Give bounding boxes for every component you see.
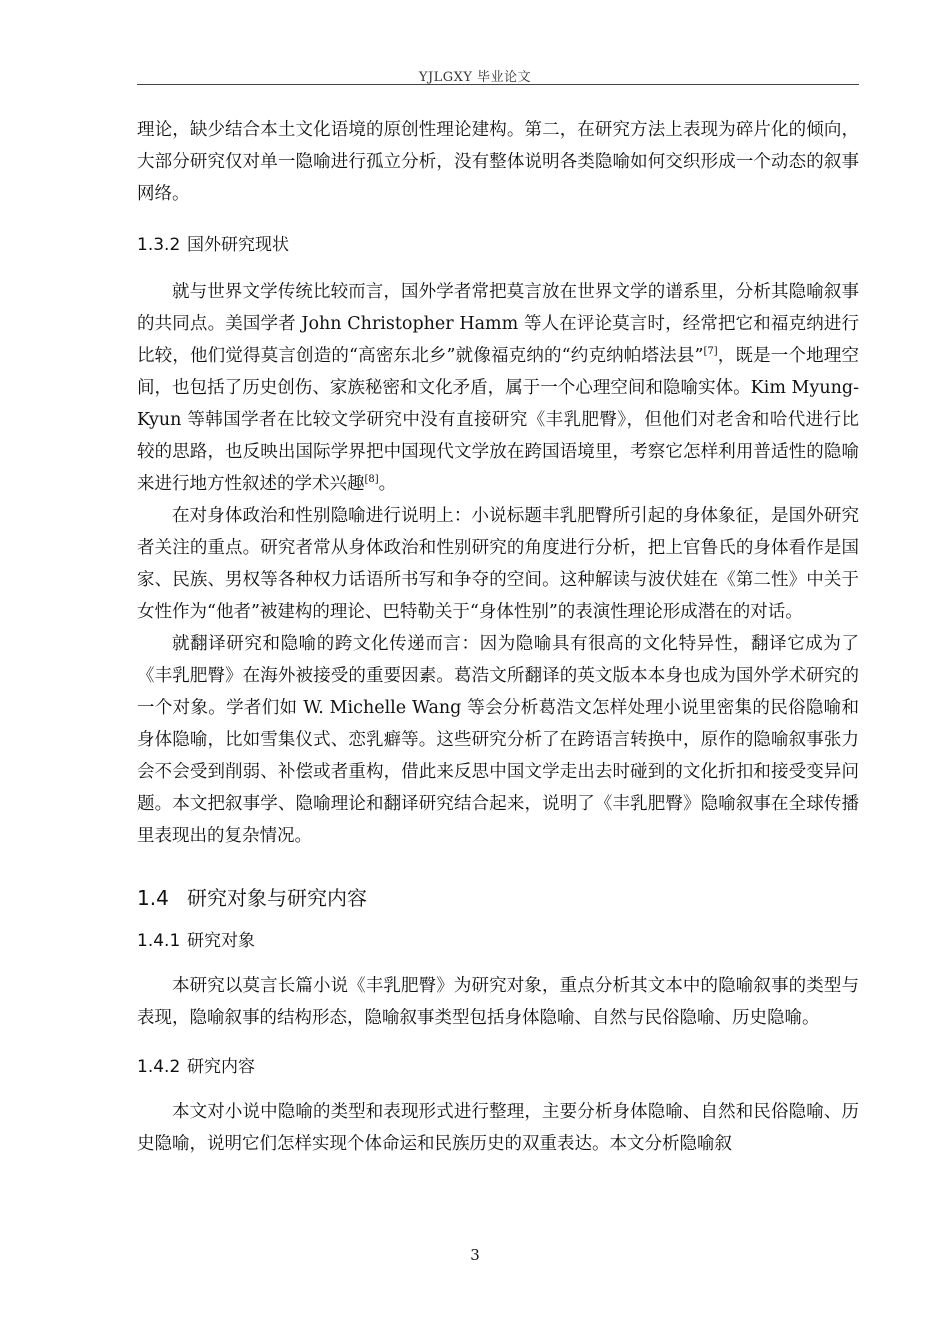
section-title: 国外研究现状: [187, 235, 289, 255]
header-rule: [137, 84, 859, 85]
paragraph-text: ，既是一个地理空间，也包括了历史创伤、家族秘密和文化矛盾，属于一个心理空间和隐喻实体。Kim Myung-Kyun 等韩国学者在比较文学研究中没有直接研究《丰乳肥臀》，但他们对老舍和哈代进行比较的思路，也反映出国际学界把中国现代文学放在跨国语境里，考察它怎样利用普适性的隐喻来进行地方性叙述的学术兴趣: [137, 346, 859, 494]
section-heading-1-4-2: [137, 1052, 859, 1082]
paragraph-research-content: 本文对小说中隐喻的类型和表现形式进行整理，主要分析身体隐喻、自然和民俗隐喻、历史隐喻，说明它们怎样实现个体命运和民族历史的双重表达。本文分析隐喻叙: [137, 1102, 859, 1154]
section-title: 研究对象与研究内容: [187, 886, 367, 910]
section-number: 1.4: [137, 886, 169, 910]
paragraph-world-literature: [137, 276, 859, 500]
section-heading-1-4: [137, 882, 859, 914]
section-number: 1.4.2: [137, 1057, 181, 1077]
citation-7: [7]: [703, 346, 718, 357]
paragraph-text: 就与世界文学传统比较而言，国外学者常把莫言放在世界文学的谱系里，分析其隐喻叙事的共同点。美国学者 John Christopher Hamm 等人在评论莫言时，经常把它和福克纳进行比较，他们觉得莫言创造的“高密东北乡”就像福克纳的“约克纳帕塔法县”: [137, 282, 859, 366]
section-heading-1-4-1: [137, 926, 859, 956]
page-body: [137, 114, 859, 1160]
page-number: 3: [470, 1246, 480, 1264]
citation-8: [8]: [364, 474, 379, 485]
paragraph-research-object: 本研究以莫言长篇小说《丰乳肥臀》为研究对象，重点分析其文本中的隐喻叙事的类型与表现，隐喻叙事的结构形态，隐喻叙事类型包括身体隐喻、自然与民俗隐喻、历史隐喻。: [137, 976, 859, 1028]
paragraph-body-politics: 在对身体政治和性别隐喻进行说明上：小说标题丰乳肥臀所引起的身体象征，是国外研究者关注的重点。研究者常从身体政治和性别研究的角度进行分析，把上官鲁氏的身体看作是国家、民族、男权等各种权力话语所书写和争夺的空间。这种解读与波伏娃在《第二性》中关于女性作为“他者”被建构的理论、巴特勒关于“身体性别”的表演性理论形成潜在的对话。: [137, 506, 859, 622]
section-title: 研究内容: [187, 1057, 255, 1077]
section-number: 1.4.1: [137, 931, 181, 951]
paragraph-text: 。: [378, 474, 397, 494]
section-heading-1-3-2: [137, 230, 859, 260]
section-number: 1.3.2: [137, 235, 181, 255]
section-title: 研究对象: [187, 931, 255, 951]
running-header: YJLGXY 毕业论文: [418, 70, 532, 85]
paragraph-continued: 理论，缺少结合本土文化语境的原创性理论建构。第二，在研究方法上表现为碎片化的倾向，大部分研究仅对单一隐喻进行孤立分析，没有整体说明各类隐喻如何交织形成一个动态的叙事网络。: [137, 120, 859, 204]
paragraph-translation-studies: 就翻译研究和隐喻的跨文化传递而言：因为隐喻具有很高的文化特异性，翻译它成为了《丰乳肥臀》在海外被接受的重要因素。葛浩文所翻译的英文版本本身也成为国外学术研究的一个对象。学者们如 W. Michelle Wang 等会分析葛浩文怎样处理小说里密集的民俗隐喻和身体隐喻，比如雪集仪式、恋乳癖等。这些研究分析了在跨语言转换中，原作的隐喻叙事张力会不会受到削弱、补偿或者重构，借此来反思中国文学走出去时碰到的文化折扣和接受变异问题。本文把叙事学、隐喻理论和翻译研究结合起来，说明了《丰乳肥臀》隐喻叙事在全球传播里表现出的复杂情况。: [137, 634, 859, 846]
